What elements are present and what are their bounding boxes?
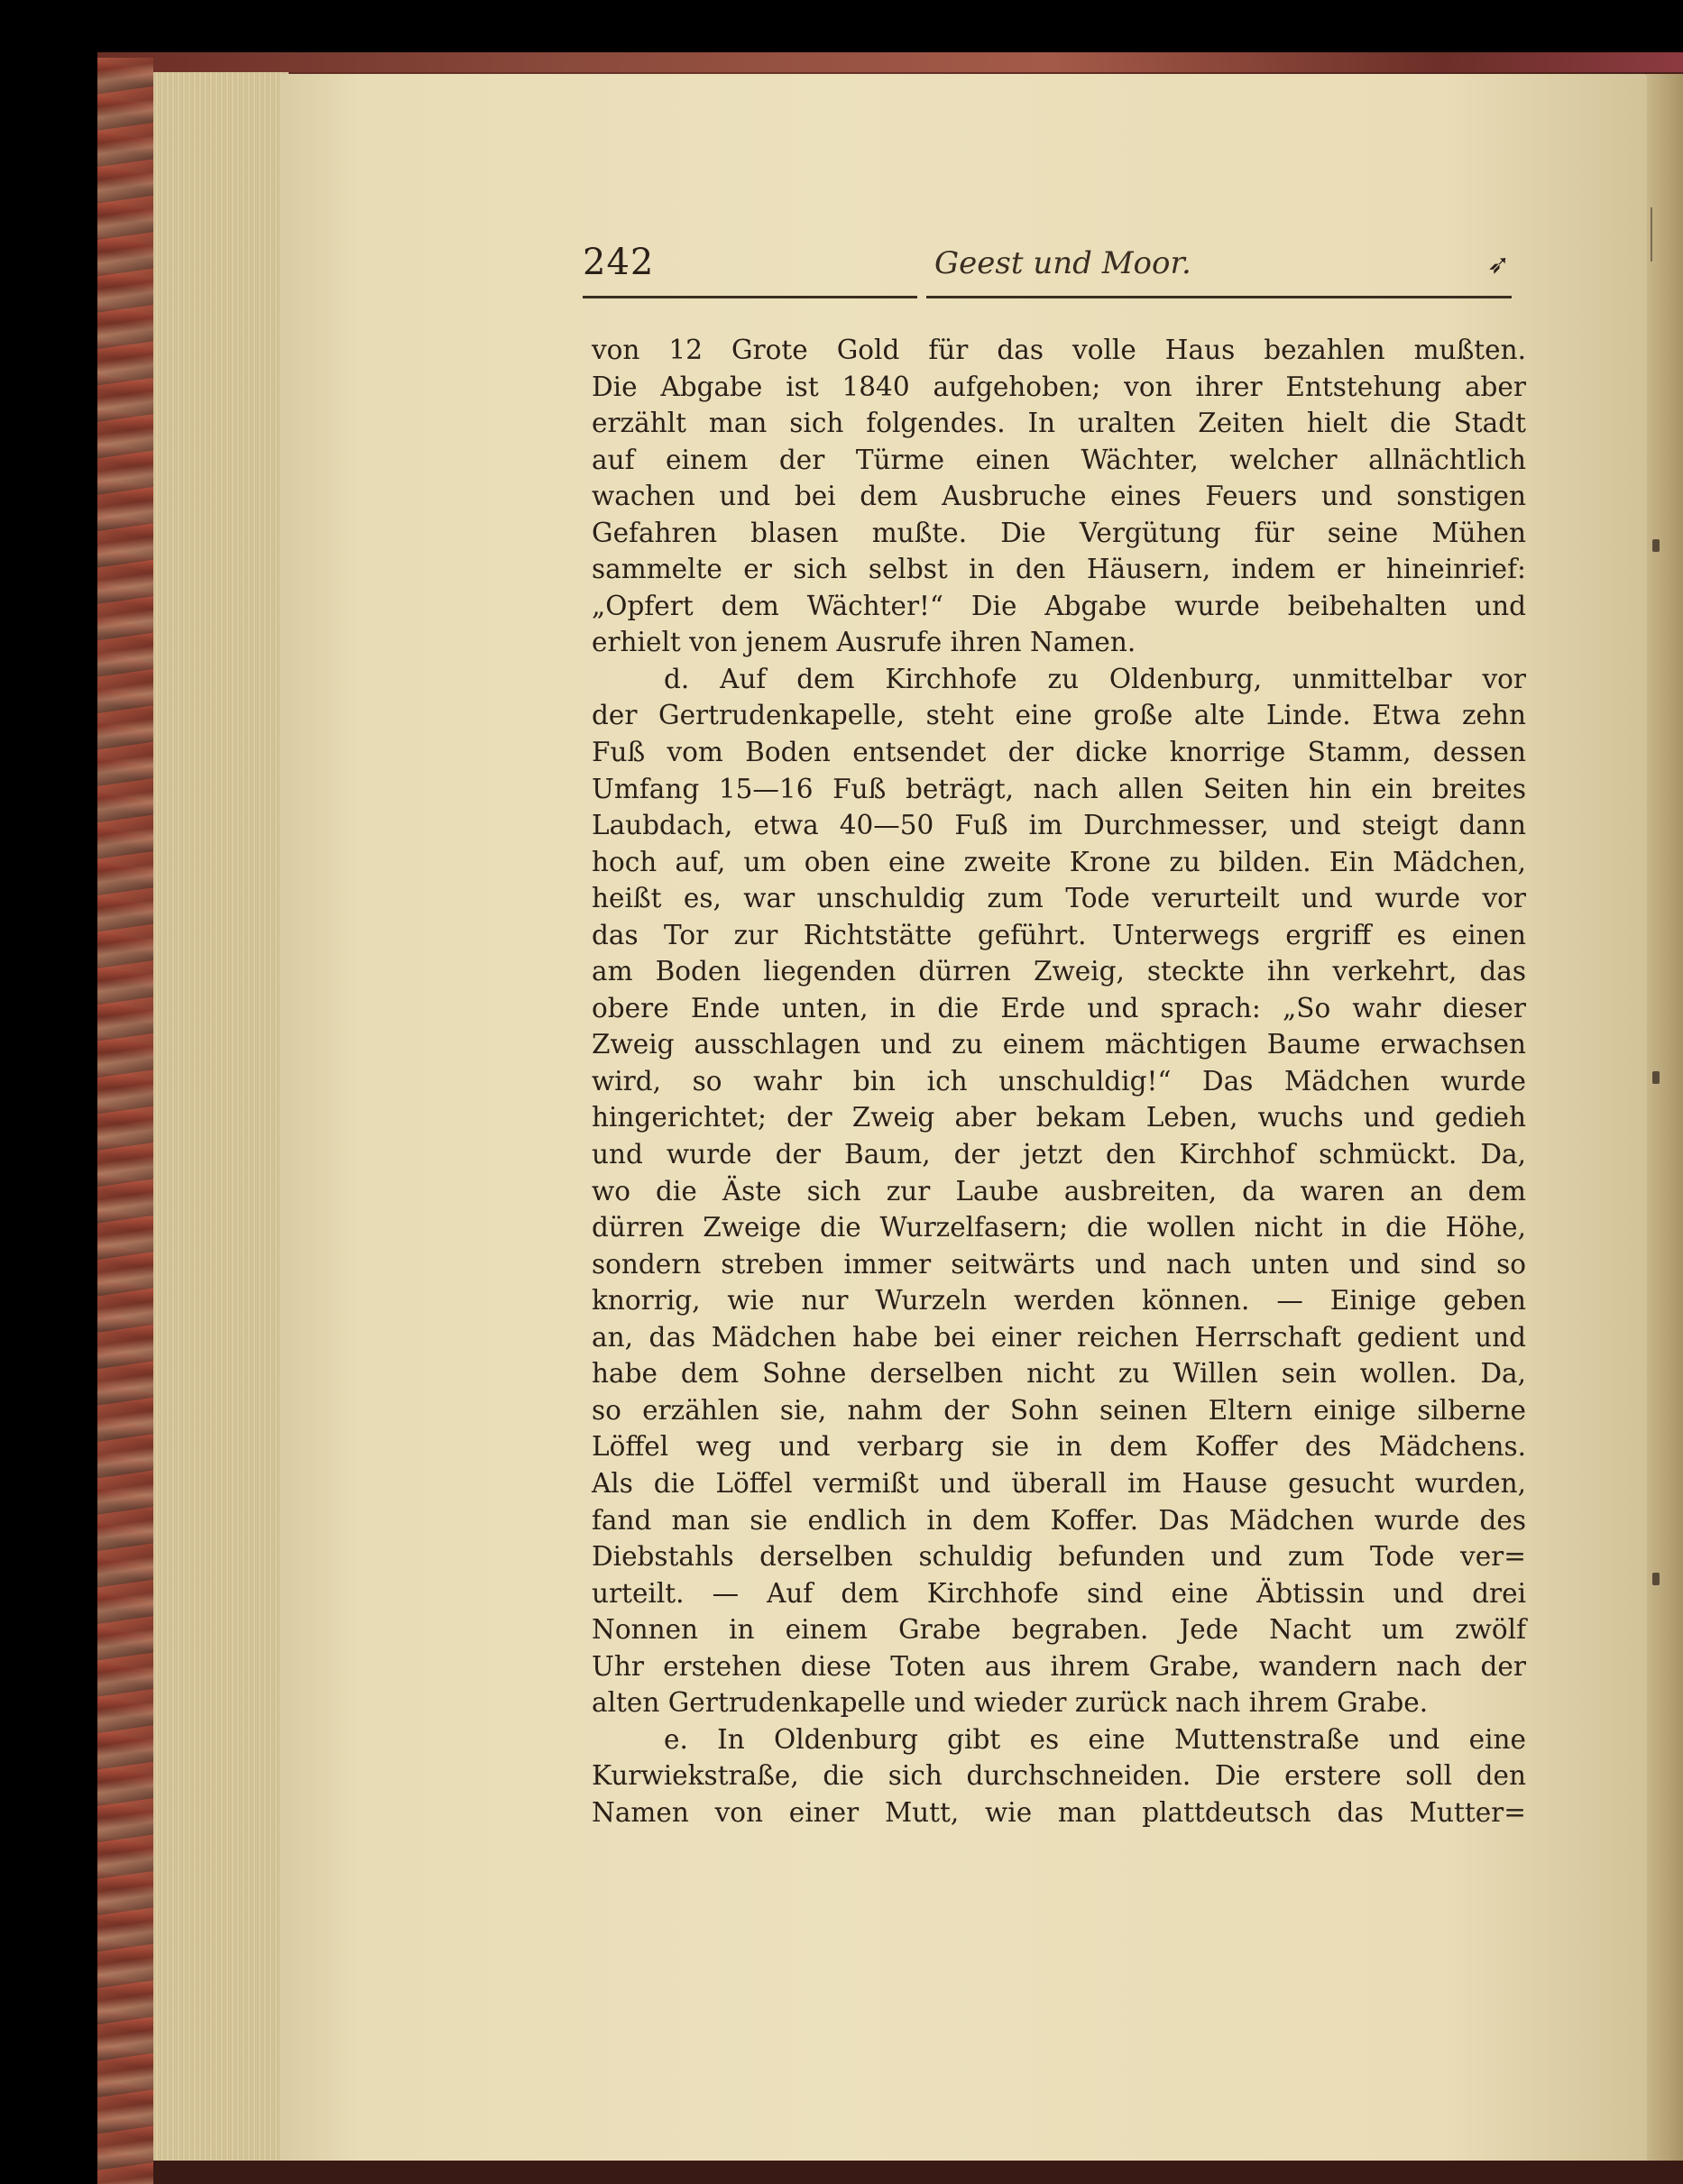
- text-line: so erzählen sie, nahm der Sohn seinen Eltern einige silberne: [592, 1394, 1526, 1426]
- bottom-shadow: [153, 2161, 1683, 2184]
- text-line: wird, so wahr bin ich unschuldig!“ Das Mädchen wurde: [592, 1065, 1526, 1097]
- text-line: Laubdach, etwa 40—50 Fuß im Durchmesser, und steigt dann: [592, 810, 1526, 841]
- text-line: Kurwiekstraße, die sich durchschneiden. Die erstere soll den: [592, 1760, 1526, 1792]
- text-line: Umfang 15—16 Fuß beträgt, nach allen Seiten hin ein breites: [592, 773, 1526, 804]
- text-line: Löffel weg und verbarg sie in dem Koffer des Mädchens.: [592, 1431, 1526, 1463]
- header-rule: [583, 296, 1512, 298]
- text-line: der Gertrudenkapelle, steht eine große alte Linde. Etwa zehn: [592, 700, 1526, 731]
- text-line: und wurde der Baum, der jetzt den Kirchhof schmückt. Da,: [592, 1139, 1526, 1170]
- text-line: alten Gertrudenkapelle und wieder zurück nach ihrem Grabe.: [592, 1687, 1429, 1719]
- text-line: fand man sie endlich in dem Koffer. Das Mädchen wurde des: [592, 1504, 1526, 1536]
- page-header: [583, 242, 1521, 296]
- facing-page-edge: [1647, 74, 1683, 2164]
- text-line: an, das Mädchen habe bei einer reichen Herrschaft gedient und: [592, 1321, 1526, 1353]
- running-title: Geest und Moor.: [934, 245, 1191, 281]
- text-line: wachen und bei dem Ausbruche eines Feuers und sonstigen: [592, 481, 1526, 512]
- text-line: habe dem Sohne derselben nicht zu Willen sein wollen. Da,: [592, 1358, 1526, 1390]
- text-line: sammelte er sich selbst in den Häusern, indem er hineinrief:: [592, 554, 1526, 585]
- text-line: sondern streben immer seitwärts und nach unten und sind so: [592, 1248, 1526, 1280]
- text-line: Gefahren blasen mußte. Die Vergütung für seine Mühen: [592, 517, 1526, 548]
- page-number: 242: [583, 242, 655, 283]
- text-line: „Opfert dem Wächter!“ Die Abgabe wurde beibehalten und: [592, 590, 1526, 621]
- margin-mark: [1652, 1573, 1660, 1585]
- text-line: auf einem der Türme einen Wächter, welcher allnächtlich: [592, 444, 1526, 475]
- text-line: Fuß vom Boden entsendet der dicke knorrige Stamm, dessen: [592, 737, 1526, 768]
- text-line: wo die Äste sich zur Laube ausbreiten, da waren an dem: [592, 1175, 1526, 1207]
- marbled-edge: [97, 58, 153, 2184]
- gutter-line: [1651, 207, 1652, 262]
- text-line: hingerichtet; der Zweig aber bekam Leben, wuchs und gedieh: [592, 1102, 1526, 1133]
- text-line: Diebstahls derselben schuldig befunden und zum Tode ver=: [592, 1541, 1526, 1573]
- text-line: Die Abgabe ist 1840 aufgehoben; von ihrer Entstehung aber: [592, 371, 1526, 402]
- text-line: Uhr erstehen diese Toten aus ihrem Grabe, wandern nach der: [592, 1650, 1526, 1682]
- text-line: das Tor zur Richtstätte geführt. Unterwegs ergriff es einen: [592, 919, 1526, 950]
- text-line: hoch auf, um oben eine zweite Krone zu bilden. Ein Mädchen,: [592, 846, 1526, 877]
- page-edges: [153, 72, 289, 2164]
- text-line: von 12 Grote Gold für das volle Haus bezahlen mußten.: [592, 335, 1526, 365]
- header-ornament-icon: ➶: [1486, 249, 1510, 280]
- text-line: Als die Löffel vermißt und überall im Hause gesucht wurden,: [592, 1467, 1526, 1499]
- text-line: Zweig ausschlagen und zu einem mächtigen Baume erwachsen: [592, 1029, 1526, 1060]
- text-line: dürren Zweige die Wurzelfasern; die wollen nicht in die Höhe,: [592, 1212, 1526, 1243]
- text-line: erhielt von jenem Ausrufe ihren Namen.: [592, 627, 1136, 658]
- text-line: Namen von einer Mutt, wie man plattdeutsch das Mutter=: [592, 1796, 1526, 1828]
- text-line: e. In Oldenburg gibt es eine Muttenstraße und eine: [664, 1723, 1526, 1755]
- margin-mark: [1652, 539, 1660, 552]
- text-line: obere Ende unten, in die Erde und sprach: „So wahr dieser: [592, 992, 1526, 1023]
- body-text: [592, 332, 1526, 1831]
- cover-top-edge: [97, 52, 1683, 72]
- text-line: erzählt man sich folgendes. In uralten Zeiten hielt die Stadt: [592, 408, 1526, 439]
- text-line: am Boden liegenden dürren Zweig, steckte ihn verkehrt, das: [592, 956, 1526, 987]
- text-line: urteilt. — Auf dem Kirchhofe sind eine Äbtissin und drei: [592, 1577, 1526, 1609]
- text-line: d. Auf dem Kirchhofe zu Oldenburg, unmittelbar vor: [664, 663, 1526, 694]
- text-line: heißt es, war unschuldig zum Tode verurteilt und wurde vor: [592, 883, 1526, 914]
- text-line: knorrig, wie nur Wurzeln werden können. — Einige geben: [592, 1285, 1526, 1317]
- text-line: Nonnen in einem Grabe begraben. Jede Nacht um zwölf: [592, 1614, 1526, 1646]
- margin-mark: [1652, 1071, 1660, 1084]
